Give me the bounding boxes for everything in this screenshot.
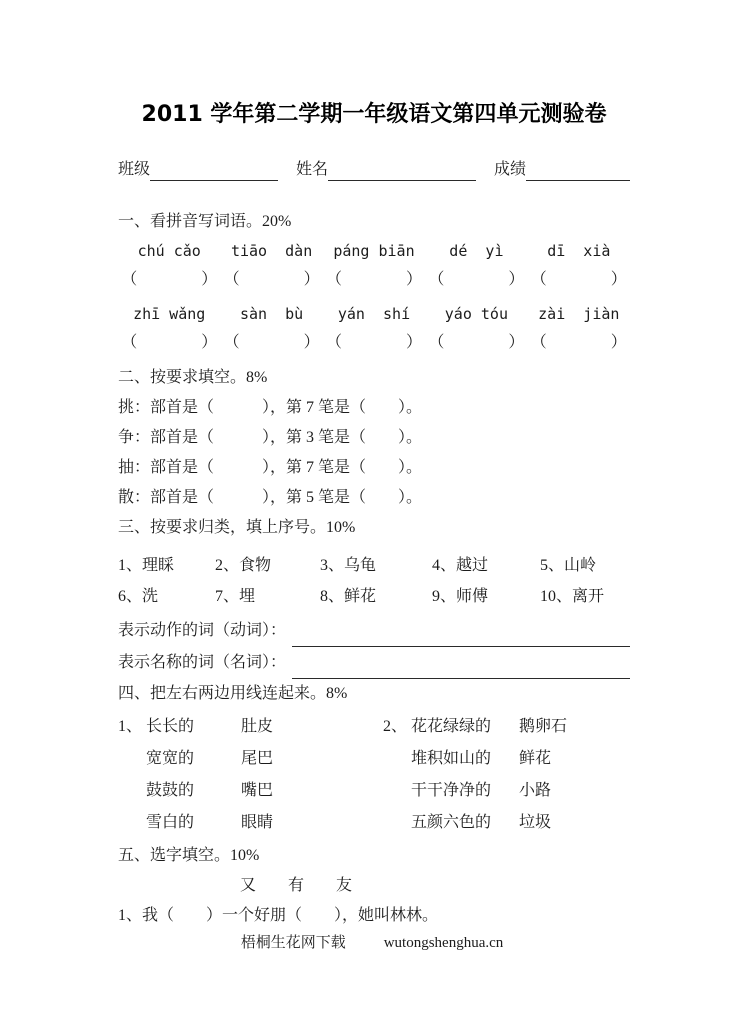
site-url: wutongshenghua.cn (383, 935, 504, 951)
match-row (383, 743, 630, 775)
matching-group-1 (118, 711, 383, 839)
matching-exercise (118, 711, 630, 839)
page-content (118, 0, 630, 931)
match-right: 小路 (519, 782, 552, 799)
pinyin-word: dé yì (449, 242, 504, 260)
pinyin-word: yán shí (337, 305, 411, 323)
fill-question-1: 1、我（ ）一个好朋（ ），她叫林林。 (118, 907, 439, 924)
word-item: 1、理睬 (118, 557, 175, 574)
field-score-label: 成绩 (493, 161, 526, 178)
match-right: 鲜花 (519, 750, 552, 767)
pinyin-word: zài jiàn (538, 305, 620, 323)
matching-group-2 (383, 711, 630, 839)
field-class (118, 159, 278, 181)
nouns-fill-blank (292, 652, 630, 679)
match-right: 嘴巴 (241, 782, 274, 799)
site-name: 梧桐生花网下载 (240, 935, 346, 951)
match-right: 肚皮 (241, 718, 274, 735)
match-row (118, 775, 383, 807)
verbs-fill-row (118, 615, 630, 647)
match-right: 垃圾 (519, 814, 552, 831)
answer-blank: （ ） (530, 334, 627, 351)
nouns-fill-label: 表示名称的词（名词）： (118, 654, 287, 671)
header-fields (118, 157, 630, 181)
word-list-row-1 (118, 550, 630, 581)
field-score-blank (526, 160, 630, 181)
word-item: 4、越过 (432, 557, 489, 574)
nouns-fill-row (118, 647, 630, 679)
match-row (383, 775, 630, 807)
match-left: 长长的 (146, 718, 195, 735)
section2-heading: 二、按要求填空。8% (118, 369, 268, 386)
verbs-fill-label: 表示动作的词（动词）： (118, 622, 287, 639)
pinyin-word: dī xià (547, 242, 611, 260)
radical-stroke-question: 挑：部首是（ ），第 7 笔是（ ）。 (118, 399, 423, 416)
word-item: 8、鲜花 (320, 588, 377, 605)
pinyin-word: chú cǎo (137, 242, 201, 260)
pinyin-row-1 (118, 237, 630, 265)
match-left: 宽宽的 (146, 750, 195, 767)
word-item: 3、乌龟 (320, 557, 377, 574)
match-left: 干干净净的 (411, 782, 492, 799)
field-name (296, 159, 476, 181)
section5-heading: 五、选字填空。10% (118, 847, 260, 864)
field-class-label: 班级 (118, 161, 151, 178)
doc-title: 2011 学年第二学期一年级语文第四单元测验卷 (141, 102, 607, 127)
word-item: 9、师傅 (432, 588, 489, 605)
radical-stroke-question: 抽：部首是（ ），第 7 笔是（ ）。 (118, 459, 423, 476)
answer-blank: （ ） (325, 334, 422, 351)
answer-blank: （ ） (121, 271, 218, 288)
match-right: 尾巴 (241, 750, 274, 767)
group-number: 2、 (383, 718, 408, 735)
answer-blank: （ ） (223, 334, 320, 351)
word-item: 5、山岭 (540, 557, 597, 574)
word-list-row-2 (118, 581, 630, 612)
match-right: 鹅卵石 (519, 718, 568, 735)
footer (0, 933, 744, 953)
pinyin-word: zhī wǎng (133, 305, 206, 323)
answer-blank: （ ） (223, 271, 320, 288)
pinyin-word: páng biān (333, 242, 415, 260)
field-name-blank (328, 160, 476, 181)
pinyin-row-2 (118, 300, 630, 328)
word-item: 10、离开 (540, 588, 605, 605)
verbs-fill-blank (292, 620, 630, 647)
match-left: 鼓鼓的 (146, 782, 195, 799)
match-row (118, 743, 383, 775)
match-row (118, 807, 383, 839)
word-item: 6、洗 (118, 588, 159, 605)
field-name-label: 姓名 (295, 161, 328, 178)
field-class-blank (150, 160, 278, 181)
pinyin-word: sàn bù (239, 305, 304, 323)
answer-blank: （ ） (428, 334, 525, 351)
radical-stroke-question: 争：部首是（ ），第 3 笔是（ ）。 (118, 429, 423, 446)
field-score (494, 159, 630, 181)
answer-parens-row-1 (118, 265, 630, 295)
answer-blank: （ ） (325, 271, 422, 288)
section1-heading: 一、看拼音写词语。20% (118, 213, 292, 230)
group-number: 1、 (118, 718, 143, 735)
character-choices: 又 有 友 (240, 877, 353, 894)
radical-stroke-question: 散：部首是（ ），第 5 笔是（ ）。 (118, 489, 423, 506)
match-right: 眼睛 (241, 814, 274, 831)
section4-heading: 四、把左右两边用线连起来。8% (118, 685, 348, 702)
section3-heading: 三、按要求归类，填上序号。10% (118, 519, 356, 536)
match-row (383, 711, 630, 743)
match-row (118, 711, 383, 743)
pinyin-word: tiāo dàn (230, 242, 313, 260)
match-left: 花花绿绿的 (411, 718, 492, 735)
match-left: 五颜六色的 (411, 814, 492, 831)
answer-blank: （ ） (530, 271, 627, 288)
match-left: 雪白的 (146, 814, 195, 831)
match-left: 堆积如山的 (411, 750, 492, 767)
match-row (383, 807, 630, 839)
answer-parens-row-2 (118, 328, 630, 358)
answer-blank: （ ） (121, 334, 218, 351)
answer-blank: （ ） (428, 271, 525, 288)
word-item: 2、食物 (215, 557, 272, 574)
word-item: 7、埋 (215, 588, 256, 605)
pinyin-word: yáo tóu (444, 305, 508, 323)
